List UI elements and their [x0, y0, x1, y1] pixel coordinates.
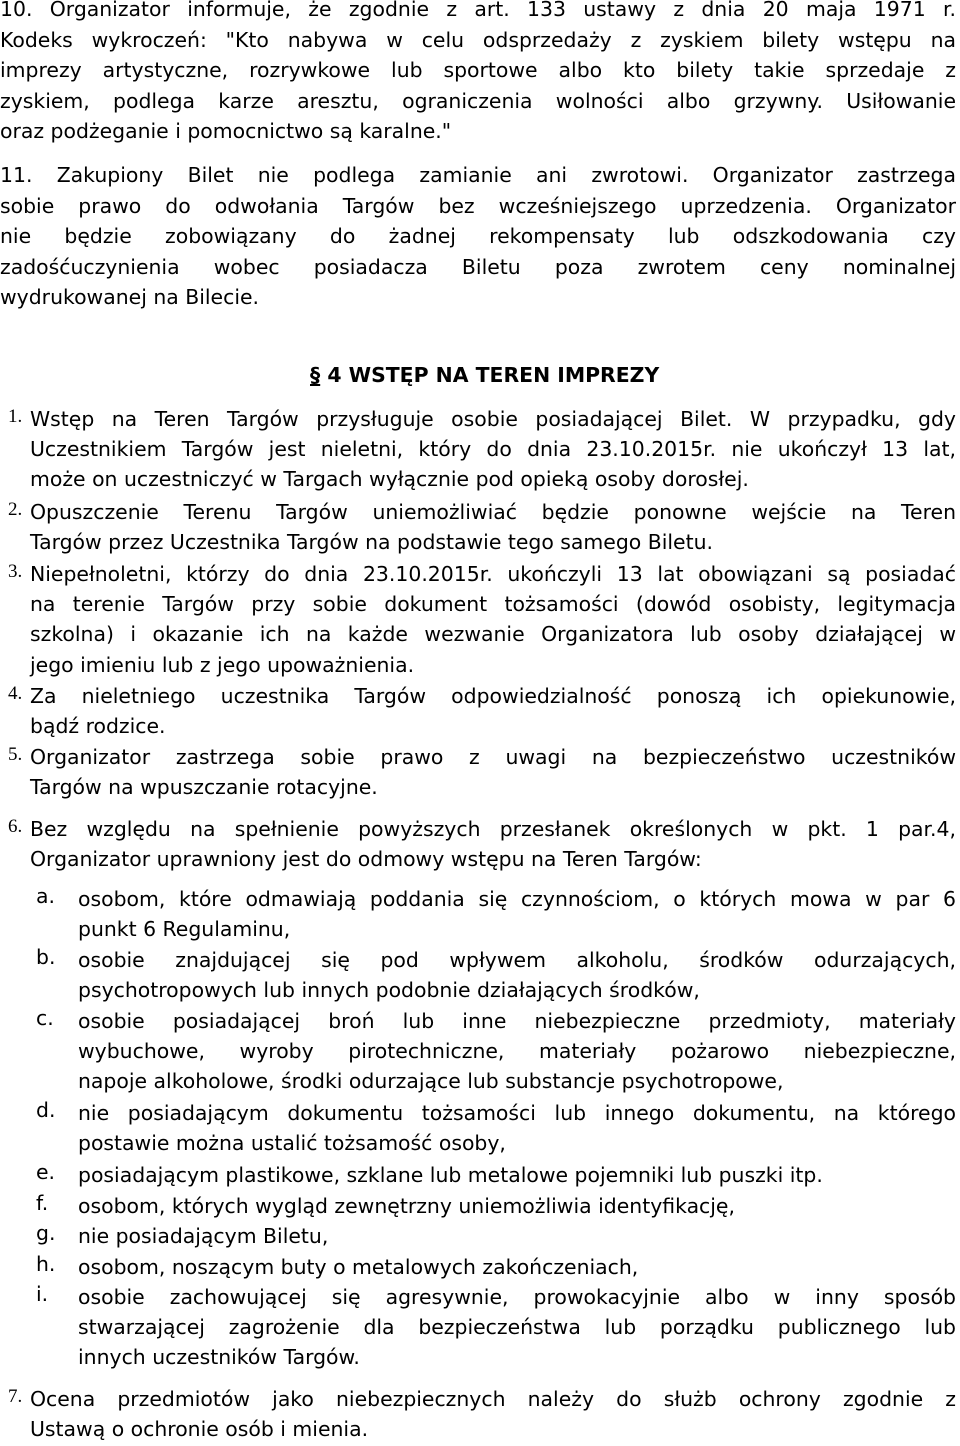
sub-item-b: [36, 945, 956, 1005]
item-number: 5.: [8, 744, 23, 765]
text-line: osobie zachowującej się agresywnie, prowokacyjnie albo w inny sposób: [78, 1285, 956, 1309]
sub-item-g: [36, 1221, 956, 1251]
item-number: 2.: [8, 499, 23, 520]
list-item-1: [8, 404, 956, 495]
section-symbol: §: [310, 363, 321, 387]
sub-item-label: f.: [36, 1191, 49, 1215]
sub-item-label: b.: [36, 945, 56, 969]
sub-item-h: [36, 1252, 956, 1282]
text-line: Uczestnikiem Targów jest nieletni, który do dnia 23.10.2015r. nie ukończył 13 lat,: [30, 437, 956, 462]
text-line: osobom, których wygląd zewnętrzny uniemożliwia identyfikację,: [78, 1194, 735, 1218]
text-line: 10. Organizator informuje, że zgodnie z art. 133 ustawy z dnia 20 maja 1971 r.: [0, 0, 956, 21]
text-line: Organizator zastrzega sobie prawo z uwagi na bezpieczeństwo uczestników: [30, 745, 956, 769]
text-line: osobom, które odmawiają poddania się czynnościom, o których mowa w par 6: [78, 887, 956, 911]
text-line: Targów na wpuszczanie rotacyjne.: [30, 775, 378, 800]
sub-item-label: i.: [36, 1282, 49, 1306]
section-title: 4 WSTĘP NA TEREN IMPREZY: [327, 363, 660, 387]
sub-item-e: [36, 1160, 956, 1190]
text-line: oraz podżeganie i pomocnictwo są karalne.": [0, 119, 452, 144]
text-line: zyskiem, podlega karze aresztu, ograniczenia wolności albo grzywny. Usiłowanie: [0, 88, 956, 113]
text-line: postawie można ustalić tożsamość osoby,: [78, 1131, 506, 1156]
text-line: wydrukowanej na Bilecie.: [0, 285, 260, 310]
sub-item-label: c.: [36, 1006, 54, 1030]
text-line: innych uczestników Targów.: [78, 1345, 360, 1370]
text-line: osobie znajdującej się pod wpływem alkoholu, środków odurzających,: [78, 948, 956, 972]
sub-item-d: [36, 1098, 956, 1158]
text-line: posiadającym plastikowe, szklane lub metalowe pojemniki lub puszki itp.: [78, 1163, 823, 1187]
text-line: napoje alkoholowe, środki odurzające lub substancje psychotropowe,: [78, 1069, 784, 1094]
item-number: 4.: [8, 683, 23, 704]
item-number: 6.: [8, 816, 23, 837]
text-line: Wstęp na Teren Targów przysługuje osobie posiadającej Bilet. W przypadku, gdy: [30, 407, 956, 431]
text-line: na terenie Targów przy sobie dokument tożsamości (dowód osobisty, legitymacja: [30, 592, 956, 617]
sub-item-c: [36, 1006, 956, 1097]
text-line: osobom, noszącym buty o metalowych zakończeniach,: [78, 1255, 639, 1279]
text-line: zadośćuczynienia wobec posiadacza Biletu poza zwrotem ceny nominalnej: [0, 254, 956, 279]
list-item-7: [8, 1384, 956, 1444]
paragraph-11: [0, 160, 956, 313]
text-line: Opuszczenie Terenu Targów uniemożliwiać będzie ponowne wejście na Teren: [30, 500, 956, 524]
text-line: imprezy artystyczne, rozrywkowe lub sportowe albo kto bilety takie sprzedaje z: [0, 58, 956, 83]
sub-item-label: d.: [36, 1098, 56, 1122]
sub-item-a: [36, 884, 956, 944]
text-line: Bez względu na spełnienie powyższych przesłanek określonych w pkt. 1 par.4,: [30, 817, 956, 841]
text-line: osobie posiadającej broń lub inne niebezpieczne przedmioty, materiały: [78, 1009, 956, 1033]
list-item-4: [8, 681, 956, 741]
list-item-6: [8, 814, 956, 874]
item-number: 7.: [8, 1386, 23, 1407]
sub-item-i: [36, 1282, 956, 1373]
text-line: Ustawą o ochronie osób i mienia.: [30, 1417, 369, 1442]
sub-item-label: g.: [36, 1221, 56, 1245]
text-line: może on uczestniczyć w Targach wyłącznie pod opieką osoby dorosłej.: [30, 467, 749, 492]
text-line: wybuchowe, wyroby pirotechniczne, materiały pożarowo niebezpieczne,: [78, 1039, 956, 1064]
list-item-5: [8, 742, 956, 802]
text-line: Organizator uprawniony jest do odmowy wstępu na Teren Targów:: [30, 847, 702, 872]
text-line: Kodeks wykroczeń: "Kto nabywa w celu odsprzedaży z zyskiem bilety wstępu na: [0, 27, 956, 52]
sub-item-label: h.: [36, 1252, 56, 1276]
text-line: sobie prawo do odwołania Targów bez wcześniejszego uprzedzenia. Organizator: [0, 193, 956, 218]
list-item-2: [8, 497, 956, 557]
text-line: szkolna) i okazanie ich na każde wezwanie Organizatora lub osoby działającej w: [30, 622, 956, 647]
text-line: Ocena przedmiotów jako niebezpiecznych należy do służb ochrony zgodnie z: [30, 1387, 956, 1411]
item-number: 3.: [8, 561, 23, 582]
text-line: 11. Zakupiony Bilet nie podlega zamianie ani zwrotowi. Organizator zastrzega: [0, 163, 956, 187]
sub-item-label: a.: [36, 884, 55, 908]
item-number: 1.: [8, 406, 23, 427]
text-line: nie posiadającym dokumentu tożsamości lub innego dokumentu, na którego: [78, 1101, 956, 1125]
sub-item-f: [36, 1191, 956, 1221]
text-line: stwarzającej zagrożenie dla bezpieczeństwa lub porządku publicznego lub: [78, 1315, 956, 1340]
text-line: Niepełnoletni, którzy do dnia 23.10.2015r. ukończyli 13 lat obowiązani są posiadać: [30, 562, 956, 586]
text-line: nie posiadającym Biletu,: [78, 1224, 329, 1248]
text-line: psychotropowych lub innych podobnie działających środków,: [78, 978, 700, 1003]
section-heading: [310, 363, 659, 387]
text-line: nie będzie zobowiązany do żadnej rekompensaty lub odszkodowania czy: [0, 224, 956, 249]
list-item-3: [8, 559, 956, 680]
paragraph-10: [0, 0, 956, 147]
text-line: Za nieletniego uczestnika Targów odpowiedzialność ponoszą ich opiekunowie,: [30, 684, 956, 708]
text-line: punkt 6 Regulaminu,: [78, 917, 291, 942]
text-line: jego imieniu lub z jego upoważnienia.: [30, 652, 415, 677]
text-line: bądź rodzice.: [30, 714, 166, 739]
text-line: Targów przez Uczestnika Targów na podstawie tego samego Biletu.: [30, 530, 714, 555]
sub-item-label: e.: [36, 1160, 56, 1184]
